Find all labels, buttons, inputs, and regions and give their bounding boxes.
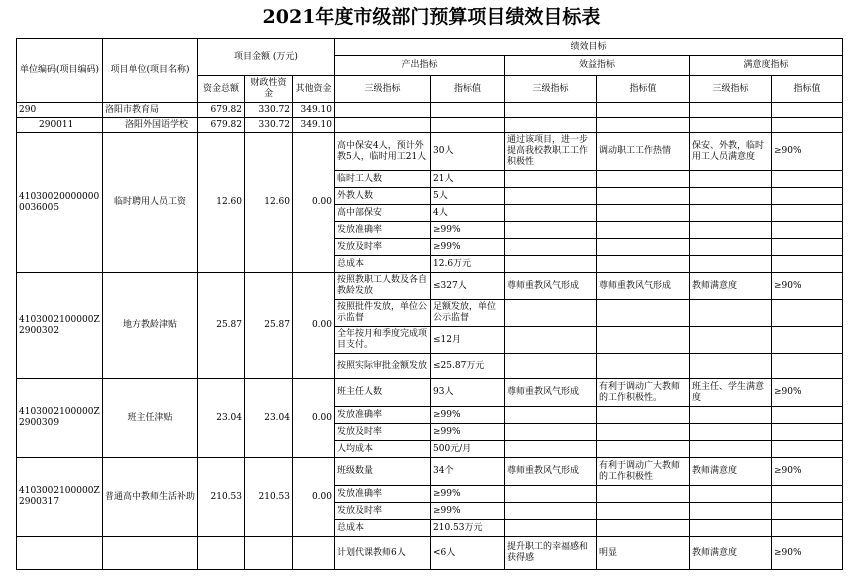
project-code: 4103002100000Z2900317 bbox=[17, 458, 103, 537]
unit-other: 349.10 bbox=[293, 103, 335, 118]
output-indicator: 班级数量 bbox=[335, 458, 431, 486]
satisfaction-value: ≥90% bbox=[772, 273, 843, 300]
benefit-value: 有利于调动广大教师的工作积极性。 bbox=[597, 379, 690, 407]
output-indicator: 外教人数 bbox=[335, 188, 431, 205]
output-indicator: 发放及时率 bbox=[335, 503, 431, 520]
empty-cell bbox=[772, 171, 843, 188]
empty-cell bbox=[772, 441, 843, 458]
unit-code: 290 bbox=[17, 103, 103, 118]
empty-cell bbox=[772, 118, 843, 133]
output-value: 5人 bbox=[431, 188, 505, 205]
project-row bbox=[17, 537, 843, 570]
header-total: 资金总额 bbox=[198, 76, 245, 103]
header-satisfaction-value: 指标值 bbox=[772, 76, 843, 103]
empty-cell bbox=[690, 222, 772, 239]
output-indicator: 发放及时率 bbox=[335, 424, 431, 441]
empty-cell bbox=[597, 118, 690, 133]
empty-cell bbox=[690, 486, 772, 503]
page-title: 2021年度市级部门预算项目绩效目标表 bbox=[262, 6, 601, 28]
output-indicator: 总成本 bbox=[335, 520, 431, 537]
empty-cell bbox=[505, 486, 597, 503]
benefit-indicator: 尊师重教风气形成 bbox=[505, 458, 597, 486]
project-fiscal: 12.60 bbox=[245, 133, 293, 273]
empty-cell bbox=[505, 171, 597, 188]
empty-cell bbox=[505, 256, 597, 273]
output-value: 4人 bbox=[431, 205, 505, 222]
satisfaction-indicator: 保安、外教，临时用工人员满意度 bbox=[690, 133, 772, 171]
empty-cell bbox=[772, 424, 843, 441]
empty-cell bbox=[505, 222, 597, 239]
empty-cell bbox=[772, 327, 843, 354]
project-total: 23.04 bbox=[198, 379, 245, 458]
empty-cell bbox=[690, 327, 772, 354]
project-fiscal: 25.87 bbox=[245, 273, 293, 379]
header-benefit-value: 指标值 bbox=[597, 76, 690, 103]
output-value: ≥99% bbox=[431, 239, 505, 256]
unit-name: 洛阳市教育局 bbox=[103, 103, 198, 118]
output-indicator: 按照批件发放，单位公示监督 bbox=[335, 300, 431, 327]
satisfaction-indicator: 班主任、学生满意度 bbox=[690, 379, 772, 407]
empty-cell bbox=[690, 171, 772, 188]
unit-total: 679.82 bbox=[198, 103, 245, 118]
output-value: ≤327人 bbox=[431, 273, 505, 300]
project-code bbox=[17, 537, 103, 570]
empty-cell bbox=[690, 503, 772, 520]
project-code: 4103002100000Z2900309 bbox=[17, 379, 103, 458]
empty-cell bbox=[690, 239, 772, 256]
satisfaction-value: ≥90% bbox=[772, 379, 843, 407]
benefit-indicator: 尊师重教风气形成 bbox=[505, 273, 597, 300]
unit-total: 679.82 bbox=[198, 118, 245, 133]
empty-cell bbox=[690, 520, 772, 537]
output-value: 34个 bbox=[431, 458, 505, 486]
empty-cell bbox=[690, 188, 772, 205]
output-indicator: 发放准确率 bbox=[335, 222, 431, 239]
header-benefit: 效益指标 bbox=[505, 56, 690, 76]
project-fiscal: 23.04 bbox=[245, 379, 293, 458]
benefit-indicator: 通过该项目，进一步提高我校教职工工作积极性 bbox=[505, 133, 597, 171]
project-other bbox=[293, 537, 335, 570]
header-output: 产出指标 bbox=[335, 56, 505, 76]
empty-cell bbox=[597, 441, 690, 458]
output-value: ≥99% bbox=[431, 407, 505, 424]
empty-cell bbox=[772, 354, 843, 379]
satisfaction-value: ≥90% bbox=[772, 537, 843, 570]
empty-cell bbox=[772, 222, 843, 239]
empty-cell bbox=[505, 354, 597, 379]
output-indicator: 临时工人数 bbox=[335, 171, 431, 188]
output-indicator: 人均成本 bbox=[335, 441, 431, 458]
output-indicator: 高中部保安 bbox=[335, 205, 431, 222]
empty-cell bbox=[505, 188, 597, 205]
empty-cell bbox=[505, 300, 597, 327]
empty-cell bbox=[690, 205, 772, 222]
empty-cell bbox=[431, 118, 505, 133]
empty-cell bbox=[772, 486, 843, 503]
empty-cell bbox=[505, 441, 597, 458]
satisfaction-value: ≥90% bbox=[772, 458, 843, 486]
output-indicator: 发放及时率 bbox=[335, 239, 431, 256]
output-value: <6人 bbox=[431, 537, 505, 570]
empty-cell bbox=[772, 188, 843, 205]
empty-cell bbox=[690, 441, 772, 458]
empty-cell bbox=[690, 103, 772, 118]
benefit-indicator: 尊师重教风气形成 bbox=[505, 379, 597, 407]
header-benefit-level3: 三级指标 bbox=[505, 76, 597, 103]
unit-fiscal: 330.72 bbox=[245, 118, 293, 133]
unit-row bbox=[17, 103, 843, 118]
project-total bbox=[198, 537, 245, 570]
empty-cell bbox=[597, 171, 690, 188]
empty-cell bbox=[505, 118, 597, 133]
output-indicator: 班主任人数 bbox=[335, 379, 431, 407]
output-indicator: 按照教职工人数及各自教龄发放 bbox=[335, 273, 431, 300]
output-indicator: 发放准确率 bbox=[335, 486, 431, 503]
header-output-value: 指标值 bbox=[431, 76, 505, 103]
project-total: 210.53 bbox=[198, 458, 245, 537]
empty-cell bbox=[335, 103, 431, 118]
empty-cell bbox=[505, 327, 597, 354]
empty-cell bbox=[597, 205, 690, 222]
satisfaction-indicator: 教师满意度 bbox=[690, 273, 772, 300]
benefit-value: 尊师重教风气形成 bbox=[597, 273, 690, 300]
empty-cell bbox=[505, 503, 597, 520]
project-code: 4103002100000Z2900302 bbox=[17, 273, 103, 379]
project-name: 普通高中教师生活补助 bbox=[103, 458, 198, 537]
satisfaction-value: ≥90% bbox=[772, 133, 843, 171]
header-satisfaction: 满意度指标 bbox=[690, 56, 843, 76]
empty-cell bbox=[597, 188, 690, 205]
header-perf-targets: 绩效目标 bbox=[335, 39, 843, 56]
empty-cell bbox=[772, 239, 843, 256]
empty-cell bbox=[597, 103, 690, 118]
project-row bbox=[17, 133, 843, 171]
empty-cell bbox=[597, 222, 690, 239]
output-value: ≥99% bbox=[431, 424, 505, 441]
empty-cell bbox=[597, 300, 690, 327]
empty-cell bbox=[690, 354, 772, 379]
project-name bbox=[103, 537, 198, 570]
empty-cell bbox=[772, 205, 843, 222]
unit-name: 洛阳外国语学校 bbox=[103, 118, 198, 133]
output-indicator: 全年按月和季度完成项目支付。 bbox=[335, 327, 431, 354]
output-value: 12.6万元 bbox=[431, 256, 505, 273]
output-value: 210.53万元 bbox=[431, 520, 505, 537]
empty-cell bbox=[690, 300, 772, 327]
empty-cell bbox=[690, 256, 772, 273]
output-indicator: 按照实际审批金额发放 bbox=[335, 354, 431, 379]
output-value: 500元/月 bbox=[431, 441, 505, 458]
header-amount-group: 项目金额 (万元) bbox=[198, 39, 335, 76]
project-name: 地方教龄津贴 bbox=[103, 273, 198, 379]
satisfaction-indicator: 教师满意度 bbox=[690, 537, 772, 570]
empty-cell bbox=[335, 118, 431, 133]
project-row bbox=[17, 458, 843, 486]
empty-cell bbox=[597, 327, 690, 354]
output-value: ≥99% bbox=[431, 503, 505, 520]
empty-cell bbox=[505, 407, 597, 424]
output-value: ≥99% bbox=[431, 222, 505, 239]
empty-cell bbox=[690, 118, 772, 133]
benefit-value: 调动职工工作热情 bbox=[597, 133, 690, 171]
output-indicator: 计划代课教师6人 bbox=[335, 537, 431, 570]
unit-row bbox=[17, 118, 843, 133]
unit-fiscal: 330.72 bbox=[245, 103, 293, 118]
project-row bbox=[17, 379, 843, 407]
output-value: ≤25.87万元 bbox=[431, 354, 505, 379]
empty-cell bbox=[597, 407, 690, 424]
project-row bbox=[17, 273, 843, 300]
output-indicator: 总成本 bbox=[335, 256, 431, 273]
benefit-value: 有利于调动广大教师的工作积极性 bbox=[597, 458, 690, 486]
empty-cell bbox=[772, 503, 843, 520]
header-unit-code: 单位编码(项目编码) bbox=[17, 39, 103, 103]
empty-cell bbox=[597, 520, 690, 537]
empty-cell bbox=[597, 503, 690, 520]
output-value: 足额发放，单位公示监督 bbox=[431, 300, 505, 327]
unit-other: 349.10 bbox=[293, 118, 335, 133]
empty-cell bbox=[505, 103, 597, 118]
empty-cell bbox=[505, 205, 597, 222]
empty-cell bbox=[597, 354, 690, 379]
benefit-indicator: 提升职工的幸福感和获得感 bbox=[505, 537, 597, 570]
empty-cell bbox=[505, 239, 597, 256]
project-other: 0.00 bbox=[293, 133, 335, 273]
output-value: ≥99% bbox=[431, 486, 505, 503]
project-fiscal bbox=[245, 537, 293, 570]
header-project-unit: 项目单位(项目名称) bbox=[103, 39, 198, 103]
output-indicator: 发放准确率 bbox=[335, 407, 431, 424]
output-value: 30人 bbox=[431, 133, 505, 171]
project-code: 410300200000000036005 bbox=[17, 133, 103, 273]
empty-cell bbox=[772, 520, 843, 537]
header-other: 其他资金 bbox=[293, 76, 335, 103]
project-total: 12.60 bbox=[198, 133, 245, 273]
output-value: ≤12月 bbox=[431, 327, 505, 354]
project-total: 25.87 bbox=[198, 273, 245, 379]
empty-cell bbox=[772, 300, 843, 327]
project-other: 0.00 bbox=[293, 458, 335, 537]
unit-code: 290011 bbox=[17, 118, 103, 133]
output-value: 93人 bbox=[431, 379, 505, 407]
project-fiscal: 210.53 bbox=[245, 458, 293, 537]
satisfaction-indicator: 教师满意度 bbox=[690, 458, 772, 486]
header-fiscal: 财政性资金 bbox=[245, 76, 293, 103]
project-name: 班主任津贴 bbox=[103, 379, 198, 458]
output-indicator: 高中保安4人，预计外教5人，临时用工21人 bbox=[335, 133, 431, 171]
empty-cell bbox=[772, 256, 843, 273]
empty-cell bbox=[431, 103, 505, 118]
empty-cell bbox=[597, 424, 690, 441]
empty-cell bbox=[597, 256, 690, 273]
project-other: 0.00 bbox=[293, 379, 335, 458]
header-output-level3: 三级指标 bbox=[335, 76, 431, 103]
empty-cell bbox=[690, 407, 772, 424]
output-value: 21人 bbox=[431, 171, 505, 188]
performance-table bbox=[16, 38, 843, 570]
empty-cell bbox=[772, 103, 843, 118]
empty-cell bbox=[505, 424, 597, 441]
empty-cell bbox=[505, 520, 597, 537]
header-satisfaction-level3: 三级指标 bbox=[690, 76, 772, 103]
project-other: 0.00 bbox=[293, 273, 335, 379]
benefit-value: 明显 bbox=[597, 537, 690, 570]
empty-cell bbox=[772, 407, 843, 424]
project-name: 临时聘用人员工资 bbox=[103, 133, 198, 273]
empty-cell bbox=[690, 424, 772, 441]
empty-cell bbox=[597, 239, 690, 256]
empty-cell bbox=[597, 486, 690, 503]
